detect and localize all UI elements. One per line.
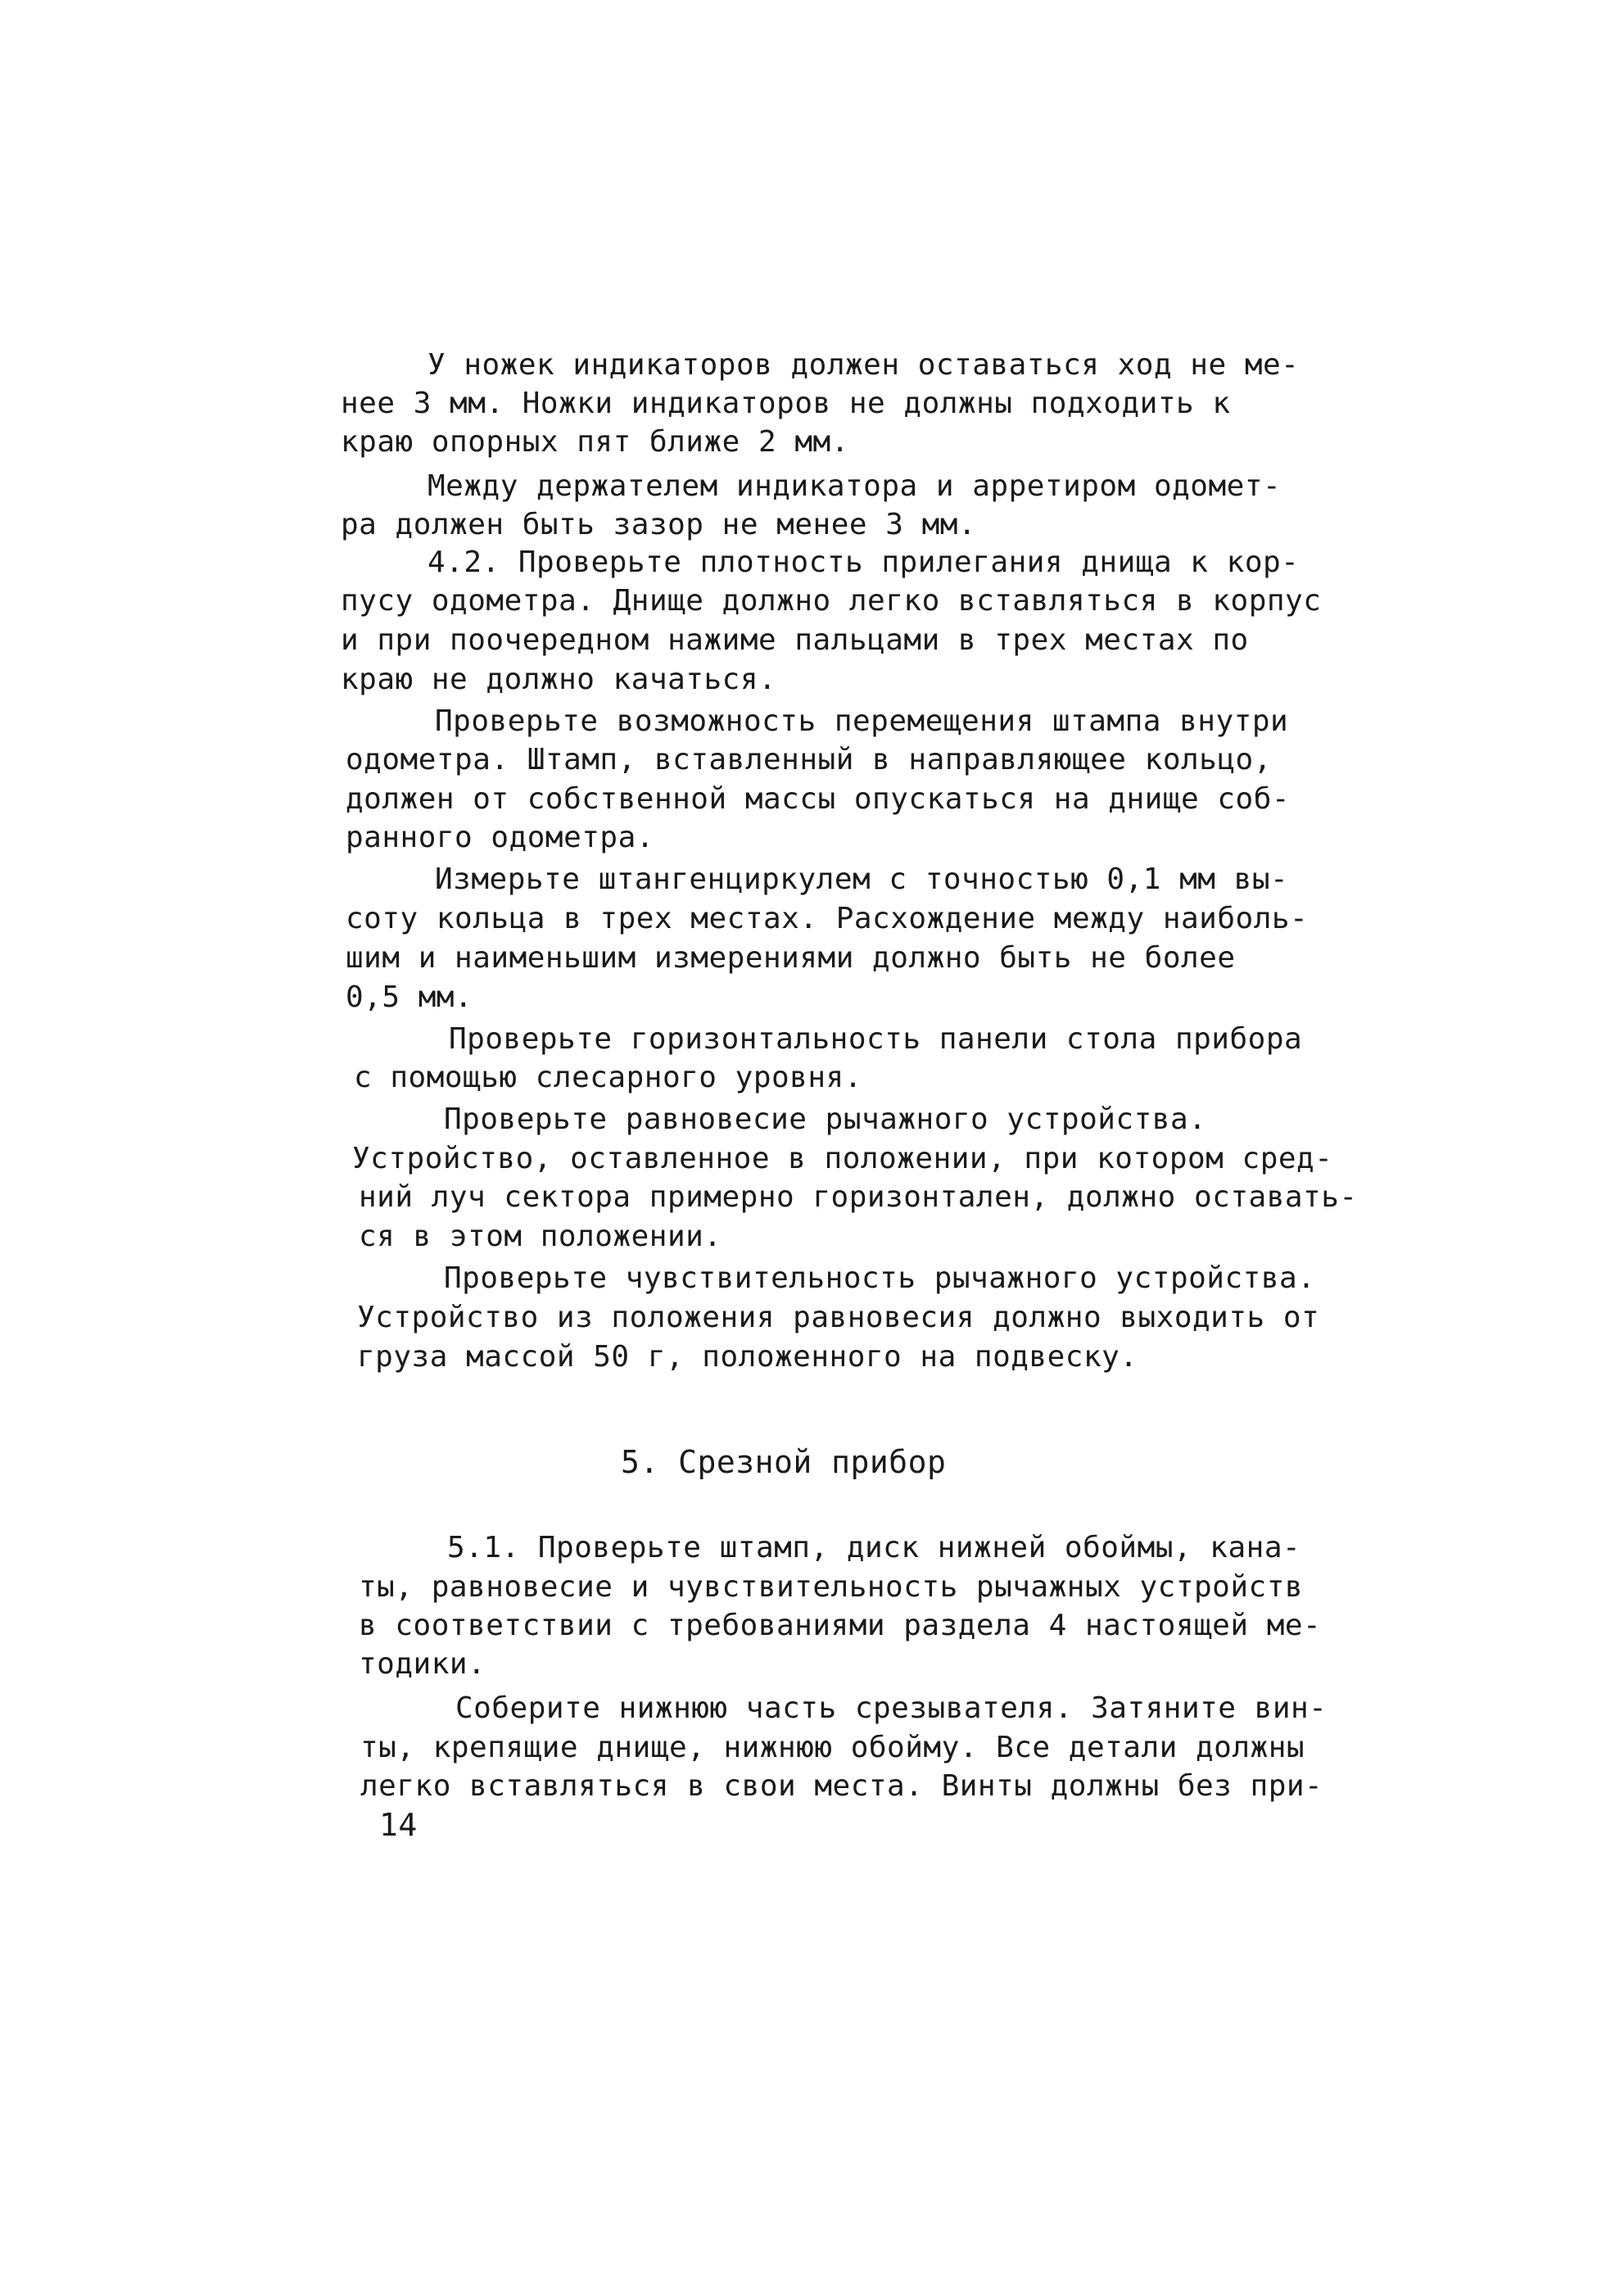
text-line: ра должен быть зазор не менее 3 мм.	[341, 508, 977, 541]
text-line: пусу одометра. Днище должно легко вставляться в корпус	[341, 584, 1322, 618]
text-line: тодики.	[359, 1647, 486, 1681]
text-line: ний луч сектора примерно горизонтален, должно оставать-	[359, 1180, 1358, 1214]
text-line: 5.1. Проверьте штамп, диск нижней обоймы, кана-	[447, 1531, 1301, 1564]
text-line: должен от собственной массы опускаться на днище соб-	[346, 782, 1291, 816]
text-line: Соберите нижнюю часть срезывателя. Затяните вин-	[455, 1691, 1328, 1725]
text-line: Устройство, оставленное в положении, при котором сред-	[352, 1142, 1333, 1175]
text-line: шим и наименьшим измерениями должно быть не более	[346, 941, 1236, 975]
text-line: Проверьте горизонтальность панели стола прибора	[449, 1022, 1303, 1056]
text-line: с помощью слесарного уровня.	[354, 1061, 862, 1094]
text-line: 4.2. Проверьте плотность прилегания днища к кор-	[427, 546, 1300, 579]
text-line: одометра. Штамп, вставленный в направляющее кольцо,	[346, 743, 1272, 776]
text-line: Устройство из положения равновесия должно выходить от	[357, 1301, 1320, 1334]
text-line: легко вставляться в свои места. Винты должны без при-	[360, 1769, 1323, 1803]
text-line: ся в этом положении.	[359, 1220, 722, 1253]
text-line: 0,5 мм.	[346, 980, 473, 1014]
text-line: краю не должно качаться.	[341, 663, 777, 696]
text-line: У ножек индикаторов должен оставаться ход не ме-	[427, 348, 1300, 382]
text-line: Проверьте равновесие рычажного устройства.	[444, 1102, 1207, 1136]
text-line: Измерьте штангенциркулем с точностью 0,1 мм вы-	[435, 863, 1289, 896]
text-line: и при поочередном нажиме пальцами в трех местах по	[341, 623, 1249, 657]
text-line: нее 3 мм. Ножки индикаторов не должны подходить к	[341, 387, 1231, 420]
text-line: Между держателем индикатора и арретиром одомет-	[427, 469, 1282, 503]
text-line: краю опорных пят ближе 2 мм.	[341, 425, 849, 459]
text-line: Проверьте возможность перемещения штампа внутри	[435, 704, 1289, 738]
text-line: ты, равновесие и чувствительность рычажных устройств	[359, 1570, 1304, 1604]
text-line: Проверьте чувствительность рычажного устройства.	[444, 1261, 1316, 1295]
text-line: ранного одометра.	[346, 821, 654, 854]
text-line: груза массой 50 г, положенного на подвеску.	[357, 1340, 1138, 1374]
section-heading: 5. Срезной прибор	[621, 1444, 947, 1480]
page-number: 14	[379, 1807, 418, 1843]
text-line: ты, крепящие днище, нижнюю обойму. Все детали должны	[360, 1731, 1305, 1764]
text-line: в соответствии с требованиями раздела 4 настоящей ме-	[359, 1609, 1322, 1642]
text-line: соту кольца в трех местах. Расхождение между наиболь-	[346, 902, 1309, 935]
